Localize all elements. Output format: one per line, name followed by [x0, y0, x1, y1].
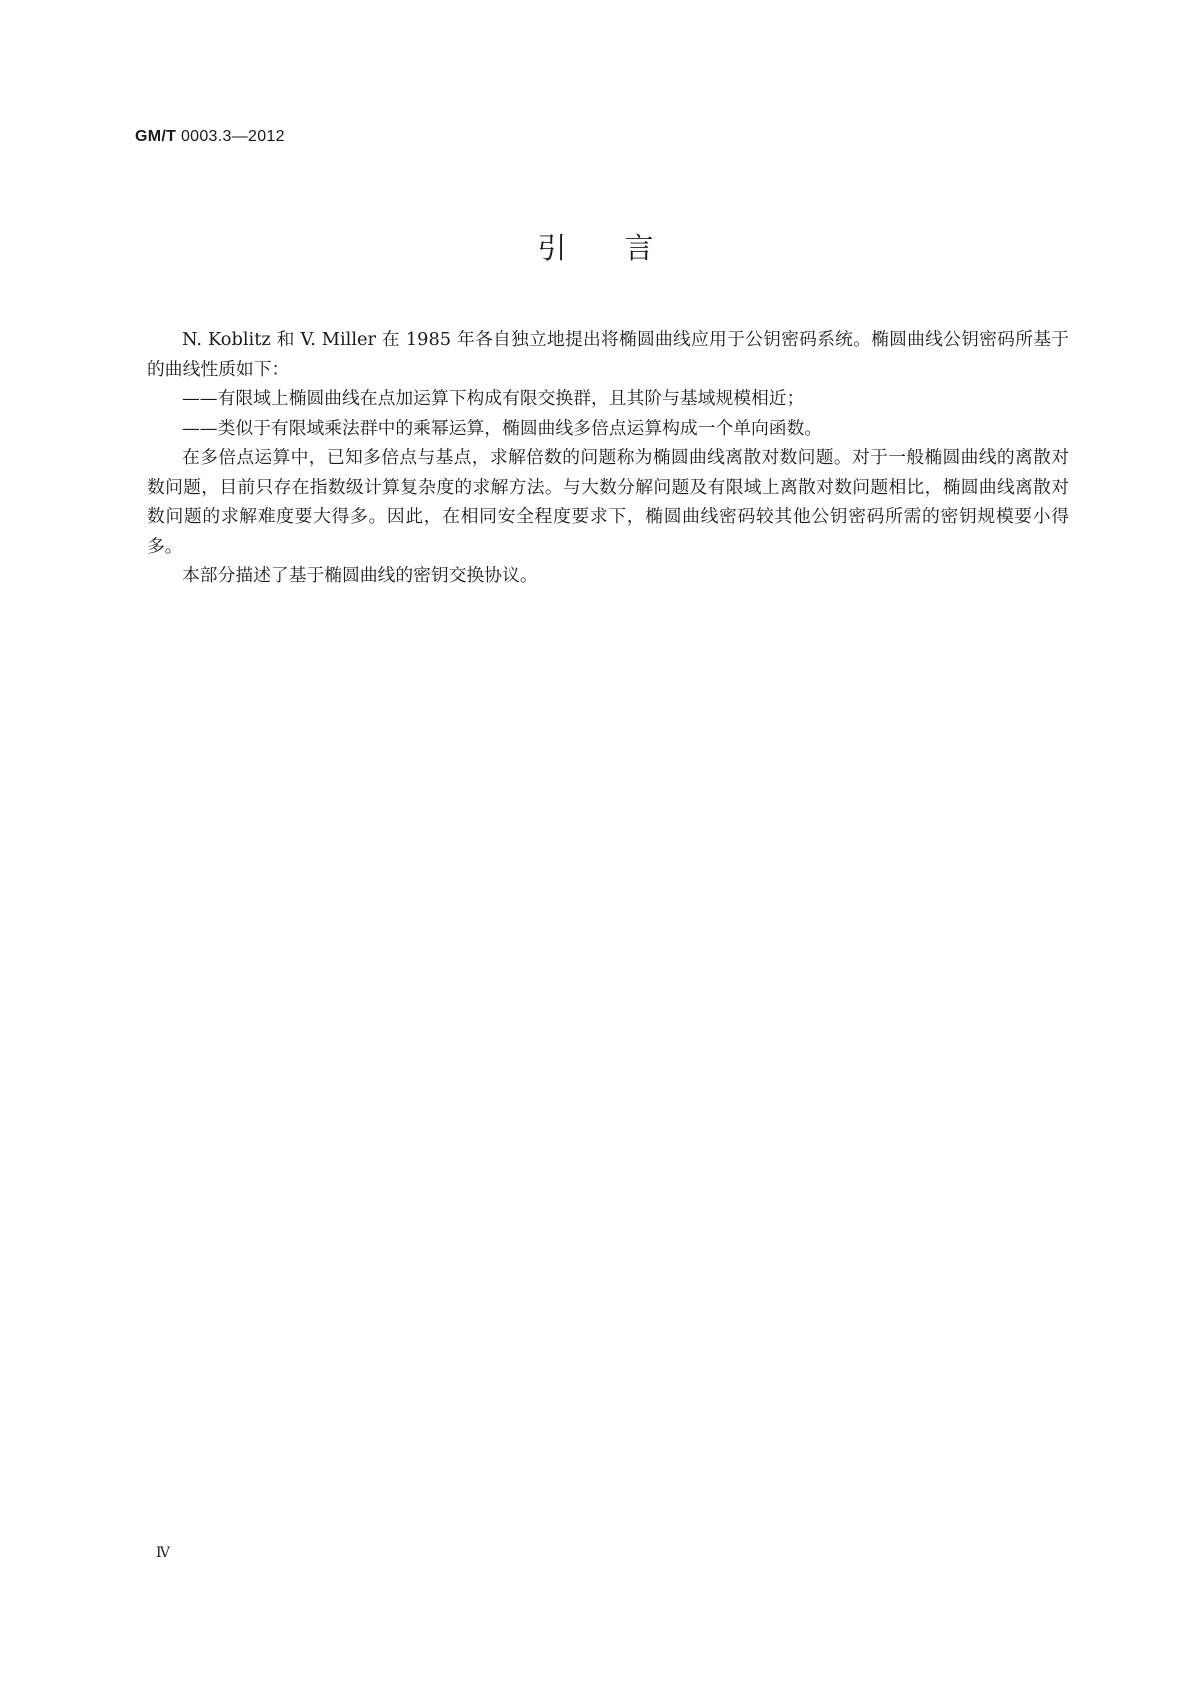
document-code-prefix: GM/T	[135, 128, 177, 145]
paragraph-scope: 本部分描述了基于椭圆曲线的密钥交换协议。	[182, 565, 538, 586]
list-item-property-1: ——有限域上椭圆曲线在点加运算下构成有限交换群，且其阶与基域规模相近；	[182, 388, 805, 409]
page-number: Ⅳ	[156, 1545, 170, 1561]
list-item-property-2: ——类似于有限域乘法群中的乘幂运算，椭圆曲线多倍点运算构成一个单向函数。	[182, 417, 823, 439]
paragraph-intro: N. Koblitz 和 V. Miller 在 1985 年各自独立地提出将椭圆曲线应用于公钥密码系统。椭圆曲线公钥密码所基于的曲线性质如下：	[147, 329, 1069, 380]
document-code-number: 0003.3—2012	[180, 128, 285, 145]
document-code	[135, 128, 285, 146]
page-title: 引言	[537, 231, 712, 265]
paragraph-discrete-log: 在多倍点运算中，已知多倍点与基点，求解倍数的问题称为椭圆曲线离散对数问题。对于一般椭圆曲线的离散对数问题，目前只存在指数级计算复杂度的求解方法。与大数分解问题及有限域上离散对数问题相比，椭圆曲线离散对数问题的求解难度要大得多。因此，在相同安全程度要求下，椭圆曲线密码较其他公钥密码所需的密钥规模要小得多。	[147, 447, 1069, 557]
introduction-body	[147, 325, 1069, 591]
